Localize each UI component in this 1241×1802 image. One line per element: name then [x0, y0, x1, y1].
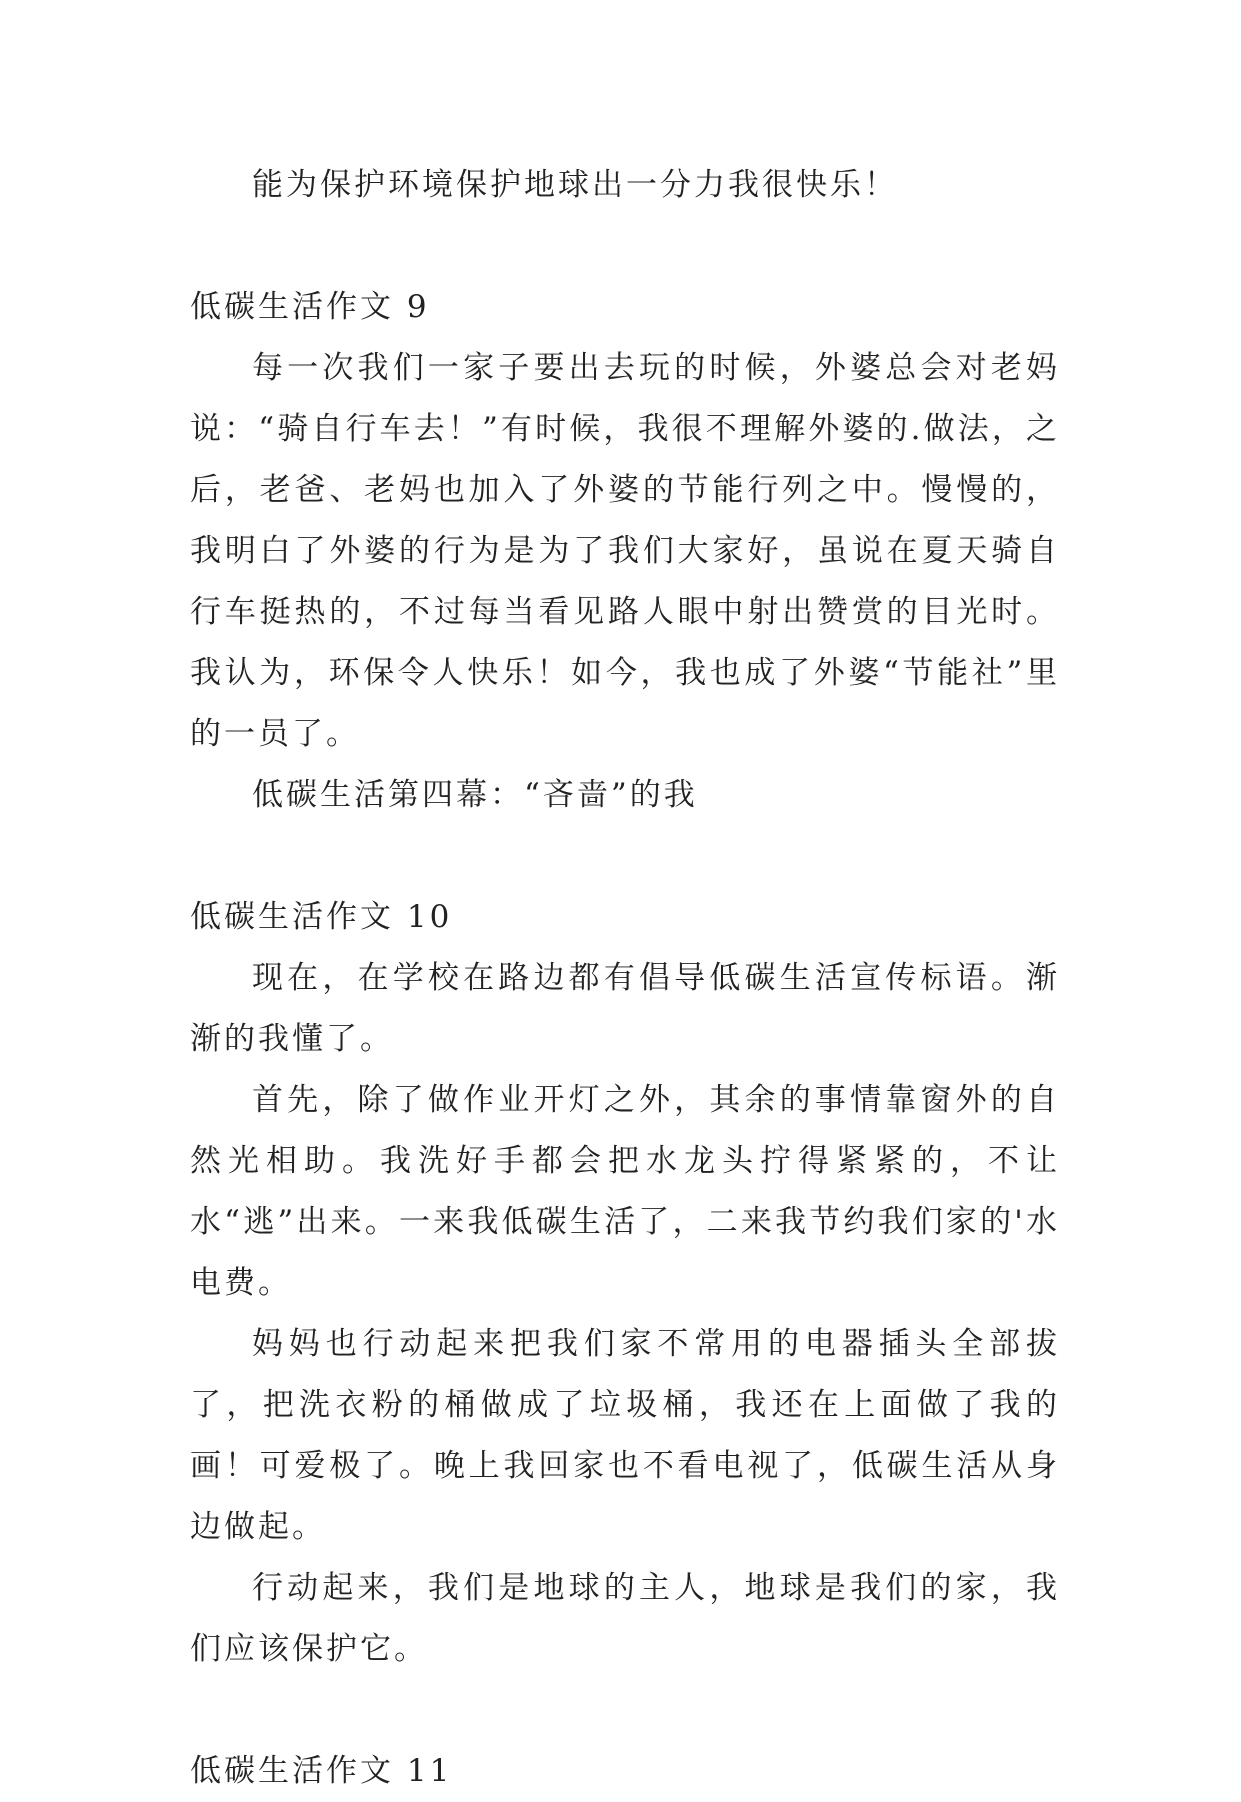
essay-10-paragraph-4: 行动起来，我们是地球的主人，地球是我们的家，我们应该保护它。	[190, 1570, 1060, 1667]
essay-9-title: 低碳生活作文 9	[190, 289, 430, 325]
document-body	[190, 155, 1060, 1802]
intro-closing-paragraph: 能为保护环境保护地球出一分力我很快乐！	[252, 167, 898, 203]
essay-9-paragraph-2: 低碳生活第四幕：“吝啬”的我	[252, 777, 698, 813]
essay-10-paragraph-1: 现在，在学校在路边都有倡导低碳生活宣传标语。渐渐的我懂了。	[190, 960, 1060, 1057]
essay-10-paragraph-3: 妈妈也行动起来把我们家不常用的电器插头全部拔了，把洗衣粉的桶做成了垃圾桶，我还在上面做了我的画！可爱极了。晚上我回家也不看电视了，低碳生活从身边做起。	[190, 1326, 1060, 1545]
essay-11-title: 低碳生活作文 11	[190, 1753, 453, 1789]
essay-10-paragraph-2: 首先，除了做作业开灯之外，其余的事情靠窗外的自然光相助。我洗好手都会把水龙头拧得紧紧的，不让水“逃”出来。一来我低碳生活了，二来我节约我们家的'水电费。	[190, 1082, 1060, 1301]
essay-9-paragraph-1: 每一次我们一家子要出去玩的时候，外婆总会对老妈说：“骑自行车去！”有时候，我很不理解外婆的.做法，之后，老爸、老妈也加入了外婆的节能行列之中。慢慢的，我明白了外婆的行为是为了我们大家好，虽说在夏天骑自行车挺热的，不过每当看见路人眼中射出赞赏的目光时。我认为，环保令人快乐！如今，我也成了外婆“节能社”里的一员了。	[190, 350, 1060, 752]
essay-10-title: 低碳生活作文 10	[190, 899, 453, 935]
